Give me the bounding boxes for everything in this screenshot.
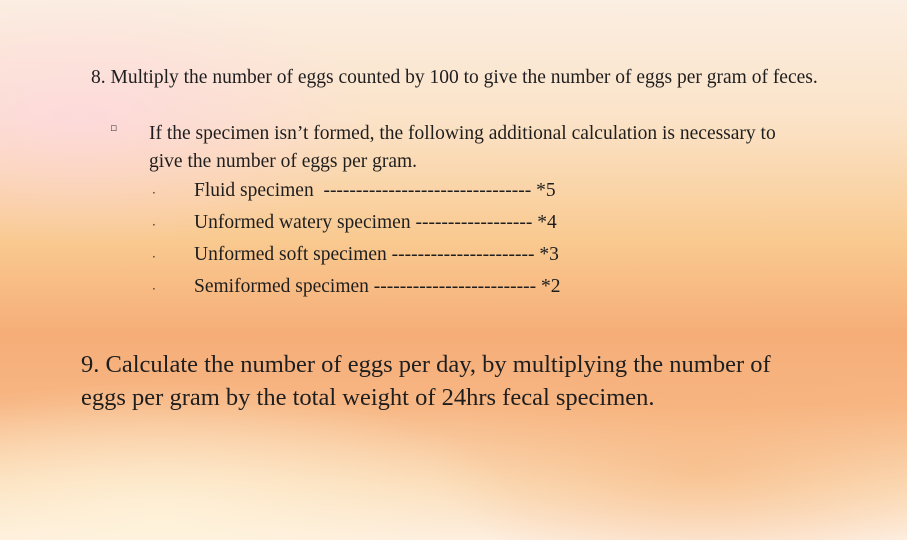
dot-bullet-icon: · [152, 250, 156, 264]
list-item [152, 210, 792, 242]
dot-bullet-icon: · [152, 282, 156, 296]
formed-specimen-note-text: If the specimen isn’t formed, the following additional calculation is necessary to give the number of eggs per gram. [149, 123, 776, 172]
list-item [152, 242, 792, 274]
specimen-factor-semiformed: Semiformed specimen ------------------------- *2 [194, 276, 561, 297]
step-9-paragraph: 9. Calculate the number of eggs per day, by multiplying the number of eggs per gram by the total weight of 24hrs fecal specimen. [81, 351, 771, 411]
specimen-factor-fluid: Fluid specimen -------------------------------- *5 [194, 180, 556, 201]
dot-bullet-icon: · [152, 218, 156, 232]
specimen-factor-unformed-soft: Unformed soft specimen ---------------------- *3 [194, 244, 559, 265]
specimen-factor-list [152, 178, 792, 306]
specimen-factor-unformed-watery: Unformed watery specimen ------------------ *4 [194, 212, 557, 233]
formed-specimen-note [110, 120, 810, 176]
list-item [152, 274, 792, 306]
dot-bullet-icon: · [152, 186, 156, 200]
step-8-paragraph: 8. Multiply the number of eggs counted by 100 to give the number of eggs per gram of feces. [91, 67, 818, 88]
square-bullet-icon: ▫ [110, 121, 118, 134]
list-item [152, 178, 792, 210]
